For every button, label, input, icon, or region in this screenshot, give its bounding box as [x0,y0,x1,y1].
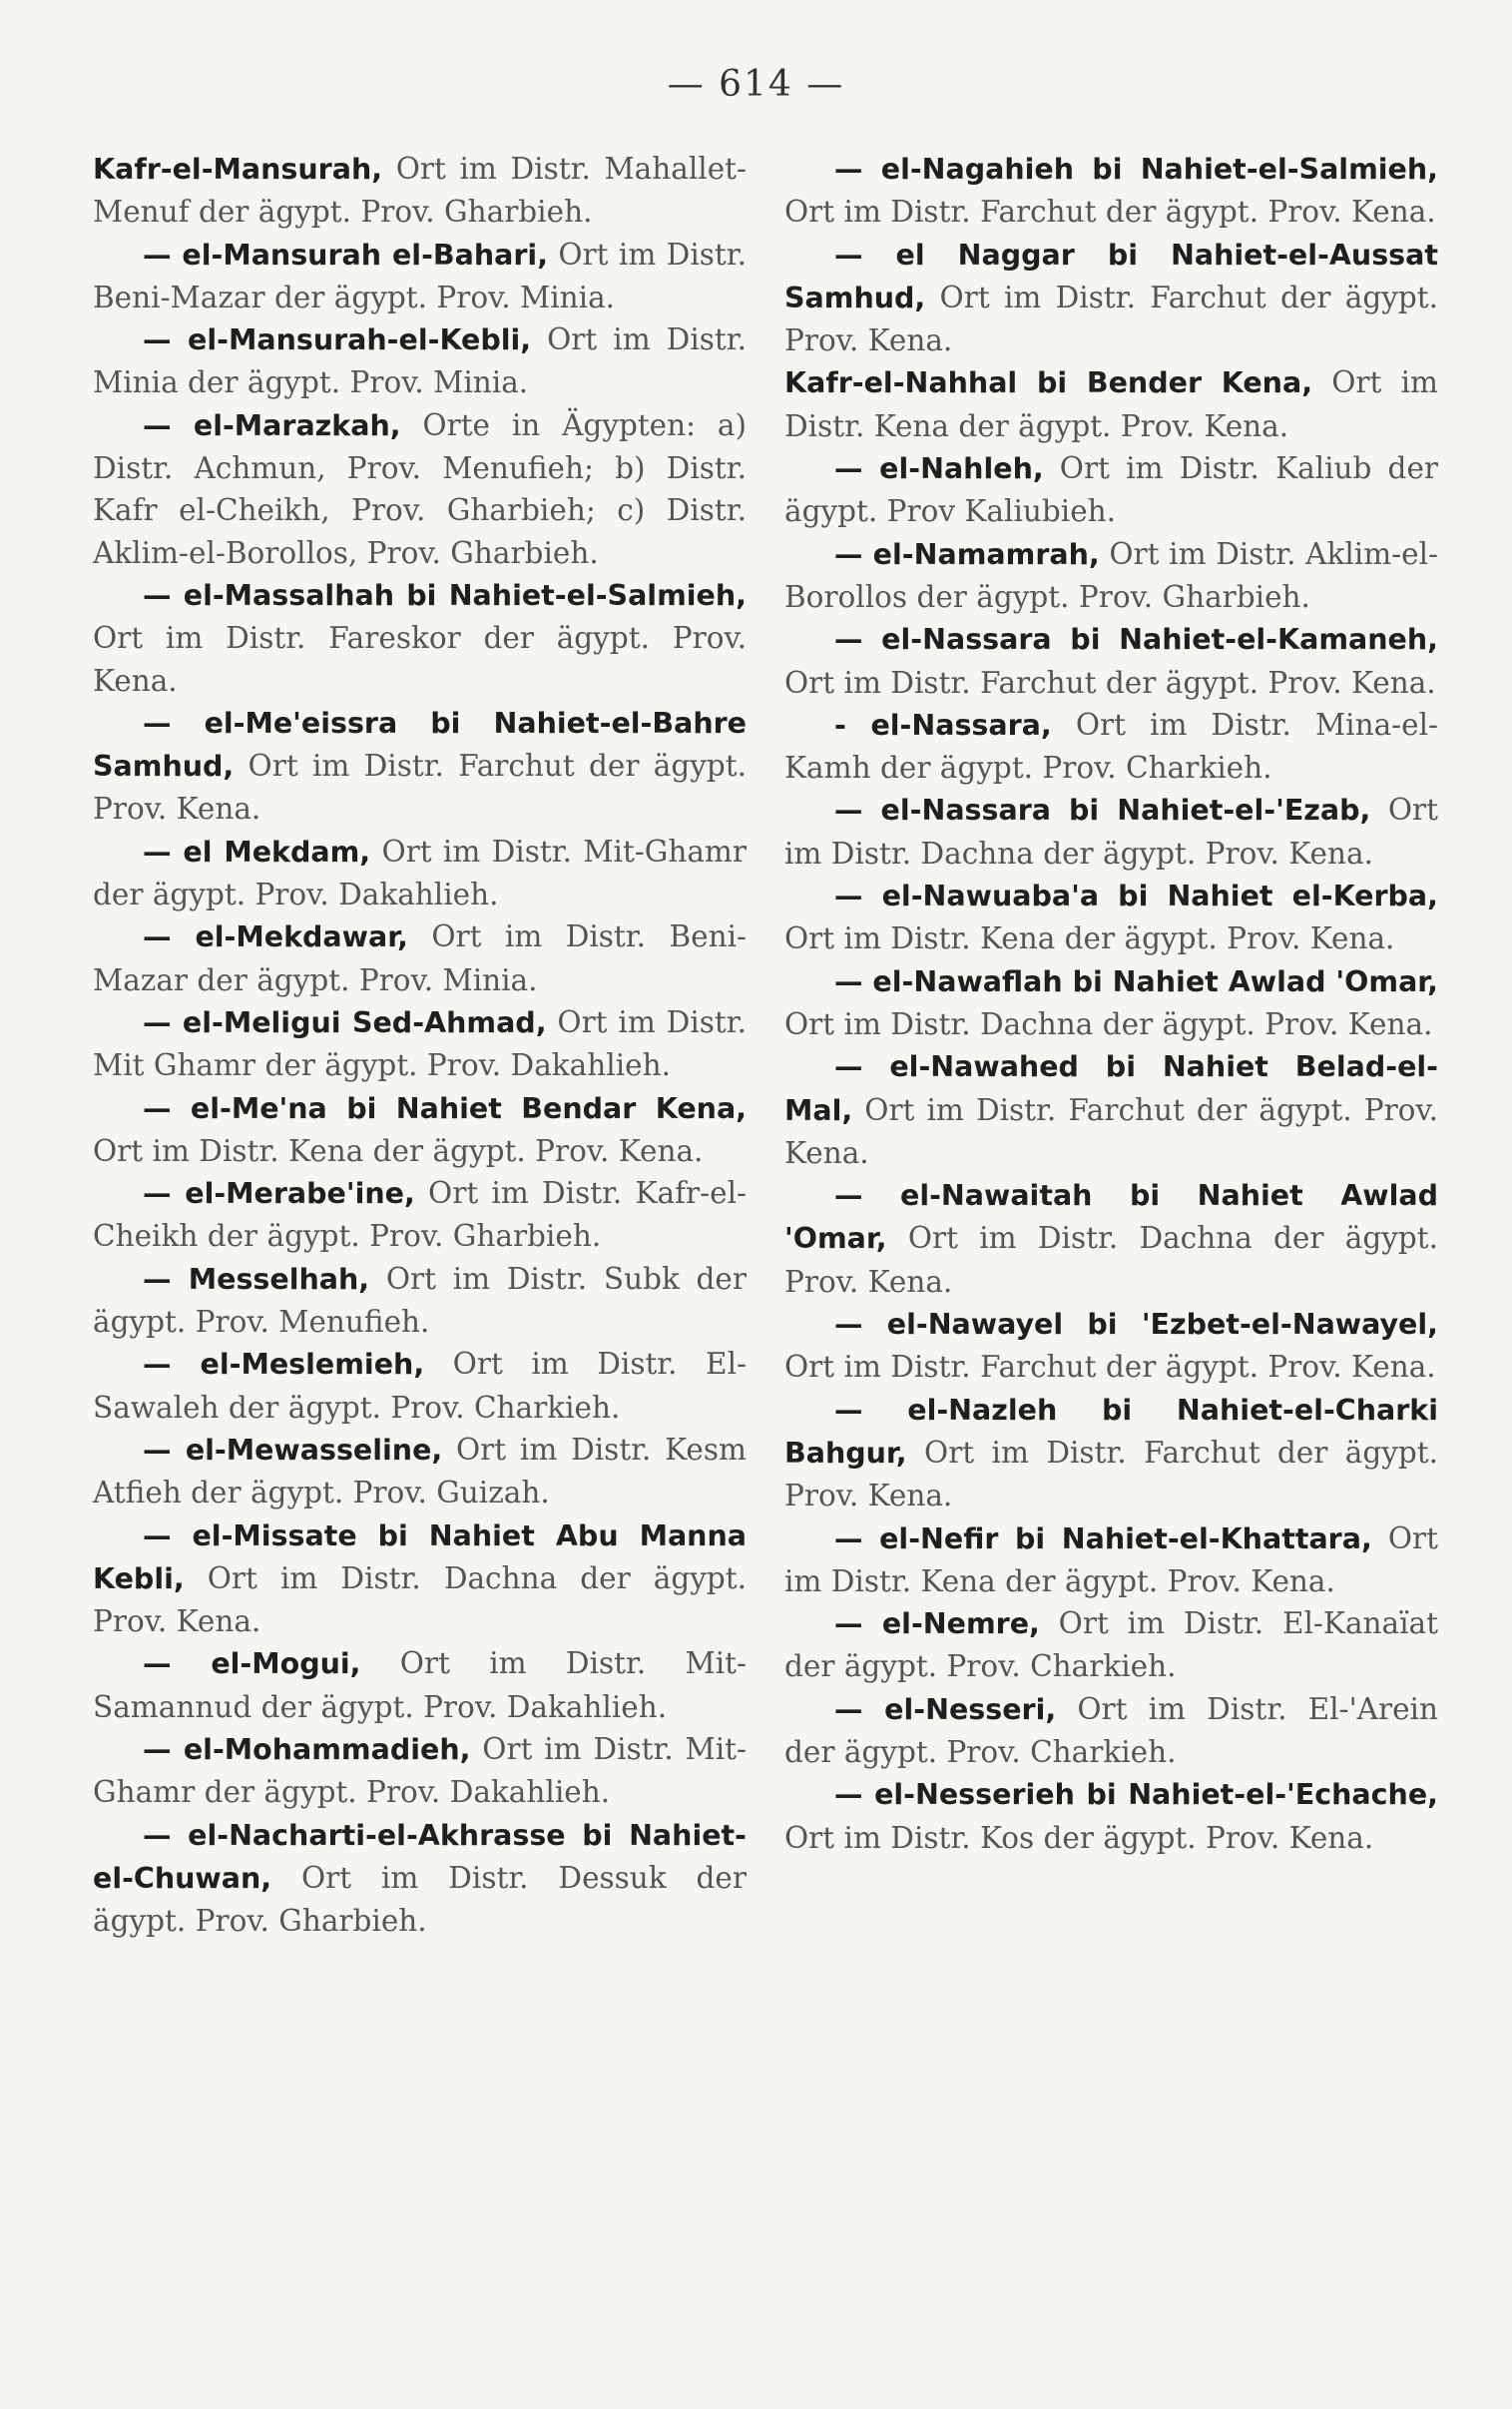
entry-headword: — el-Mohammadieh, [143,1732,471,1766]
entry-description: Ort im Distr. Kena der ägypt. Prov. Kena. [93,1133,704,1168]
entry-description: Ort im Distr. Kaliub der ägypt. Prov Kaliubieh. [784,451,1439,529]
entry-headword: — el-Me'na bi Nahiet Bendar Kena, [143,1091,747,1125]
entry-headword: - el-Nassara, [834,708,1052,742]
gazetteer-entry [784,960,1438,1046]
entry-description: Ort im Distr. Kena der ägypt. Prov. Kena. [784,1520,1438,1598]
entry-description: Ort im Distr. Minia der ägypt. Prov. Minia. [93,322,747,400]
gazetteer-entry [93,702,747,831]
gazetteer-entry [784,361,1438,447]
entry-headword: — el-Mekdawar, [143,920,408,954]
gazetteer-entry [784,704,1438,790]
entry-headword: — el-Nawayel bi 'Ezbet-el-Nawayel, [834,1308,1438,1342]
entry-headword: Kafr-el-Nahhal bi Bender Kena, [784,366,1313,400]
gazetteer-entry [93,148,747,234]
entry-headword: — el-Massalhah bi Nahiet-el-Salmieh, [143,578,747,612]
gazetteer-entry [784,1688,1438,1774]
gazetteer-entry [93,915,747,1001]
entry-description: Ort im Distr. Fareskor der ägypt. Prov. Kena. [93,621,747,698]
entry-description: Ort im Distr. Aklim-el-Borollos der ägypt. Prov. Gharbieh. [784,536,1438,614]
entry-description: Ort im Distr. El-'Arein der ägypt. Prov. Charkieh. [784,1691,1438,1769]
entry-headword: — el-Mewasseline, [143,1433,443,1467]
right-column [784,148,1438,1859]
entry-description: Ort im Distr. Farchut der ägypt. Prov. Kena. [784,1350,1436,1385]
entry-description: Ort im Distr. Farchut der ägypt. Prov. Kena. [784,1092,1438,1170]
gazetteer-entry [93,1514,747,1643]
gazetteer-entry [784,1389,1438,1517]
entry-description: Ort im Distr. Mit Ghamr der ägypt. Prov. Dakahlieh. [93,1004,748,1083]
entry-description: Ort im Distr. Dachna der ägypt. Prov. Kena. [784,793,1438,871]
entry-description: Ort im Distr. Farchut der ägypt. Prov. Kena. [784,1435,1438,1513]
gazetteer-entry [93,1172,747,1258]
entry-description: Ort im Distr. Mit-Samannud der ägypt. Prov. Dakahlieh. [93,1646,748,1724]
gazetteer-entry [784,1045,1438,1174]
entry-headword: — el-Me'eissra bi Nahiet-el-Bahre Samhud, [93,706,747,784]
entry-headword: — el-Marazkah, [143,408,401,442]
entry-headword: — el-Nesseri, [834,1692,1057,1726]
gazetteer-entry [784,1303,1438,1389]
gazetteer-entry [784,618,1438,704]
gazetteer-entry [784,447,1438,533]
gazetteer-entry [93,318,747,404]
entry-headword: — el Naggar bi Nahiet-el-Aussat Samhud, [784,238,1438,314]
entry-headword: — el-Meligui Sed-Ahmad, [143,1005,547,1039]
entry-headword: — el-Namamrah, [834,537,1100,571]
entry-headword: — el-Merabe'ine, [143,1177,415,1211]
entry-description: Ort im Distr. Mit-Ghamr der ägypt. Prov. Dakahlieh. [93,834,747,912]
gazetteer-entry [93,1429,747,1514]
entry-headword: — el-Mansurah el-Bahari, [143,238,549,272]
gazetteer-entry [93,831,747,916]
page-number: — 614 — [667,64,845,105]
gazetteer-entry [93,1343,747,1429]
gazetteer-entry [784,1174,1438,1303]
entry-description: Ort im Distr. Beni-Mazar der ägypt. Prov. Minia. [93,237,748,314]
entry-headword: — el-Nagahieh bi Nahiet-el-Salmieh, [834,153,1438,186]
gazetteer-entry [93,1814,747,1943]
entry-headword: — el-Mansurah-el-Kebli, [143,323,532,357]
gazetteer-entry [784,1517,1438,1603]
gazetteer-entry [93,574,747,702]
entry-description: Ort im Distr. El-Kanaïat der ägypt. Prov. Charkieh. [784,1606,1438,1684]
entry-headword: — el-Nemre, [834,1607,1040,1641]
gazetteer-entry [93,1001,747,1087]
entry-headword: — Messelhah, [143,1262,370,1296]
entry-headword: — el-Mogui, [143,1647,361,1681]
gazetteer-entry [784,234,1438,362]
entry-headword: — el-Nefir bi Nahiet-el-Khattara, [834,1521,1372,1555]
entry-headword: — el-Meslemieh, [143,1348,425,1382]
entry-headword: — el-Nesserieh bi Nahiet-el-'Echache, [834,1778,1438,1812]
entry-description: Orte in Ägypten: a) Distr. Achmun, Prov. Menufieh; b) Distr. Kafr el-Cheikh, Prov. Gharbieh; c) Distr. Aklim-el-Borollos, Prov. Gharbieh. [93,407,747,570]
entry-headword: Kafr-el-Mansurah, [93,153,383,186]
entry-description: Ort im Distr. Farchut der ägypt. Prov. Kena. [784,280,1438,358]
entry-description: Ort im Distr. Kesm Atfieh der ägypt. Prov. Guizah. [93,1432,747,1510]
entry-headword: — el-Nawaitah bi Nahiet Awlad 'Omar, [784,1179,1438,1256]
entry-description: Ort im Distr. Mit-Ghamr der ägypt. Prov. Dakahlieh. [93,1731,747,1810]
gazetteer-entry [93,1642,747,1728]
gazetteer-entry [93,1258,747,1344]
entry-description: Ort im Distr. El-Sawaleh der ägypt. Prov. Charkieh. [93,1347,747,1425]
entry-headword: — el Mekdam, [143,835,371,869]
entry-description: Ort im Distr. Kena der ägypt. Prov. Kena. [784,921,1395,956]
entry-description: Ort im Distr. Dessuk der ägypt. Prov. Gharbieh. [93,1860,747,1939]
entry-description: Ort im Distr. Dachna der ägypt. Prov. Kena. [93,1560,747,1639]
entry-headword: — el-Nahleh, [834,452,1044,486]
entry-headword: — el-Nawaflah bi Nahiet Awlad 'Omar, [834,964,1438,998]
entry-description: Ort im Distr. Beni-Mazar der ägypt. Prov. Minia. [93,919,747,997]
gazetteer-entry [93,234,747,319]
entry-description: Ort im Distr. Kena der ägypt. Prov. Kena. [784,365,1439,443]
gazetteer-entry [93,404,747,574]
entry-description: Ort im Distr. Mina-el-Kamh der ägypt. Prov. Charkieh. [784,707,1438,786]
gazetteer-entry [93,1087,747,1173]
gazetteer-entry [784,1602,1438,1688]
left-column [93,148,747,1942]
entry-headword: — el-Nawuaba'a bi Nahiet el-Kerba, [834,880,1438,913]
gazetteer-entry [784,875,1438,960]
gazetteer-entry [784,533,1438,619]
entry-headword: — el-Missate bi Nahiet Abu Manna Kebli, [93,1518,747,1595]
gazetteer-entry [784,789,1438,875]
entry-description: Ort im Distr. Farchut der ägypt. Prov. Kena. [784,195,1436,230]
entry-headword: — el-Nacharti-el-Akhrasse bi Nahiet-el-Chuwan, [93,1818,747,1895]
entry-description: Ort im Distr. Farchut der ägypt. Prov. Kena. [93,749,747,827]
entry-headword: — el-Nassara bi Nahiet-el-Kamaneh, [834,623,1438,657]
gazetteer-entry [93,1728,747,1814]
entry-description: Ort im Distr. Kafr-el-Cheikh der ägypt. Prov. Gharbieh. [93,1176,747,1254]
entry-description: Ort im Distr. Farchut der ägypt. Prov. Kena. [784,665,1436,700]
entry-headword: — el-Nassara bi Nahiet-el-'Ezab, [834,794,1371,828]
entry-headword: — el-Nazleh bi Nahiet-el-Charki Bahgur, [784,1393,1438,1470]
entry-description: Ort im Distr. Dachna der ägypt. Prov. Kena. [784,1006,1433,1041]
entry-description: Ort im Distr. Subk der ägypt. Prov. Menufieh. [93,1261,747,1340]
entry-headword: — el-Nawahed bi Nahiet Belad-el-Mal, [784,1050,1438,1127]
gazetteer-entry [784,1773,1438,1859]
entry-description: Ort im Distr. Mahallet-Menuf der ägypt. Prov. Gharbieh. [93,152,747,230]
entry-description: Ort im Distr. Dachna der ägypt. Prov. Kena. [784,1221,1438,1299]
gazetteer-entry [784,148,1438,234]
entry-description: Ort im Distr. Kos der ägypt. Prov. Kena. [784,1820,1374,1855]
